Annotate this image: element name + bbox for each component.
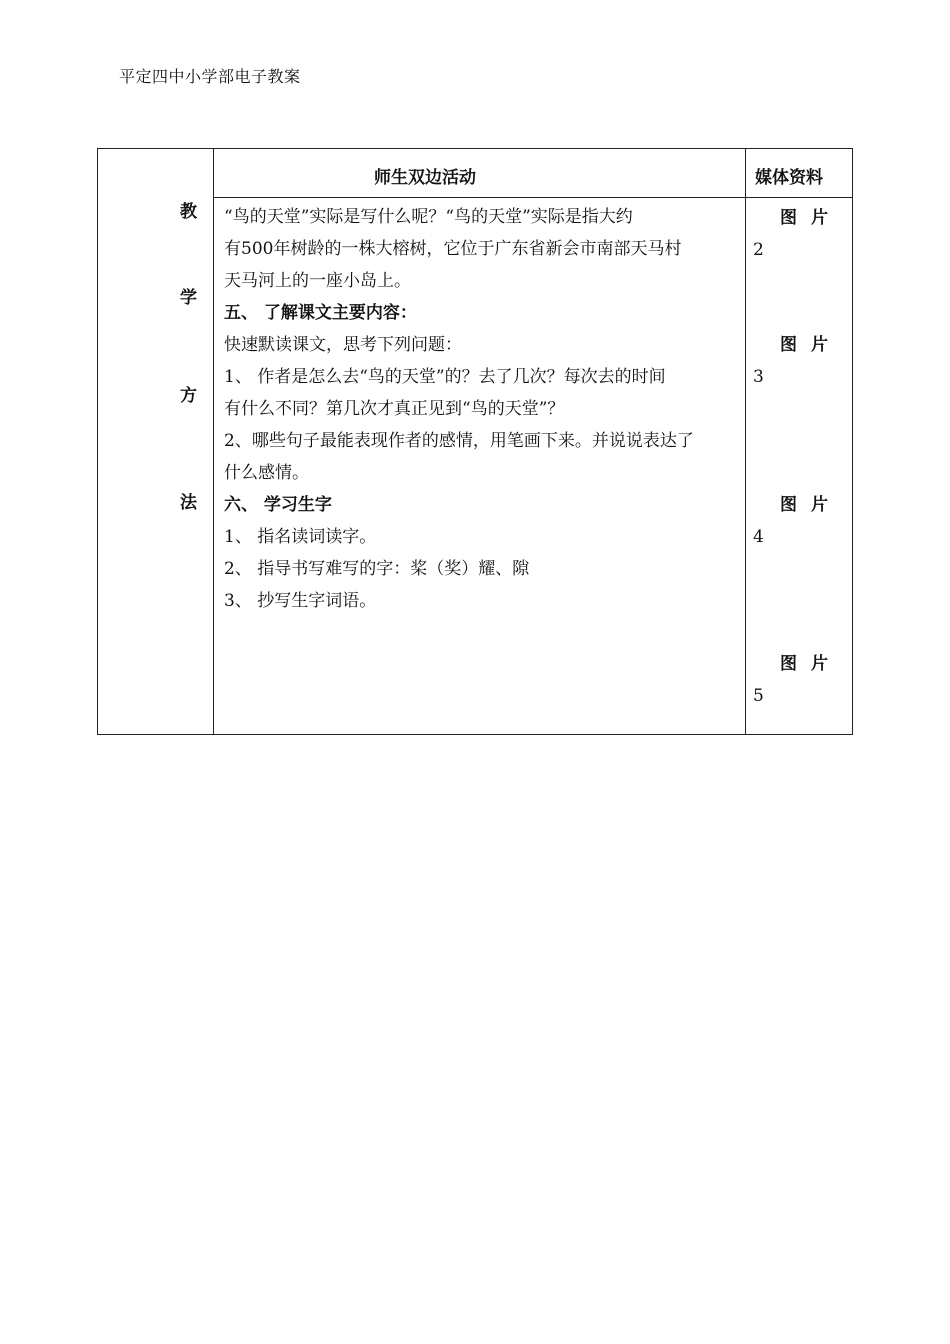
content-line: 2、 指导书写难写的字：桨（奖）耀、隙: [224, 559, 530, 579]
method-label-char: 方: [180, 386, 197, 406]
header-row-divider: [213, 197, 852, 198]
media-label: 图片: [780, 335, 842, 355]
media-number: 2: [753, 240, 764, 260]
content-line: 1、 指名读词读字。: [224, 527, 377, 547]
media-number: 5: [753, 686, 764, 706]
document-header: 平定四中小学部电子教案: [119, 67, 301, 86]
content-line: 1、 作者是怎么去“鸟的天堂”的？去了几次？每次去的时间: [224, 367, 666, 387]
method-label-char: 教: [180, 202, 197, 222]
media-item: [753, 490, 848, 552]
column-divider: [745, 149, 746, 734]
content-line: 快速默读课文，思考下列问题：: [224, 335, 462, 355]
media-label: 图片: [780, 495, 842, 515]
content-line: 有500年树龄的一株大榕树，它位于广东省新会市南部天马村: [224, 239, 682, 259]
content-line: 有什么不同？第几次才真正见到“鸟的天堂”？: [224, 399, 565, 419]
activity-column-header: 师生双边活动: [374, 168, 476, 188]
column-divider: [213, 149, 214, 734]
lesson-plan-table: [97, 148, 853, 735]
media-item: [753, 203, 848, 265]
media-item: [753, 649, 848, 711]
media-column-header: 媒体资料: [755, 168, 823, 188]
content-line: 2、哪些句子最能表现作者的感情，用笔画下来。并说说表达了: [224, 431, 694, 451]
section-heading: 五、 了解课文主要内容：: [224, 303, 417, 323]
method-label-char: 学: [180, 288, 197, 308]
media-item: [753, 330, 848, 392]
content-line: “鸟的天堂”实际是写什么呢？“鸟的天堂”实际是指大约: [224, 207, 633, 227]
media-number: 3: [753, 367, 764, 387]
media-label: 图片: [780, 654, 842, 674]
method-label-char: 法: [180, 493, 197, 513]
content-line: 什么感情。: [224, 463, 309, 483]
section-heading: 六、 学习生字: [224, 495, 332, 515]
content-line: 3、 抄写生字词语。: [224, 591, 377, 611]
media-label: 图片: [780, 208, 842, 228]
content-line: 天马河上的一座小岛上。: [224, 271, 411, 291]
media-number: 4: [753, 527, 764, 547]
activity-content: [224, 201, 740, 617]
